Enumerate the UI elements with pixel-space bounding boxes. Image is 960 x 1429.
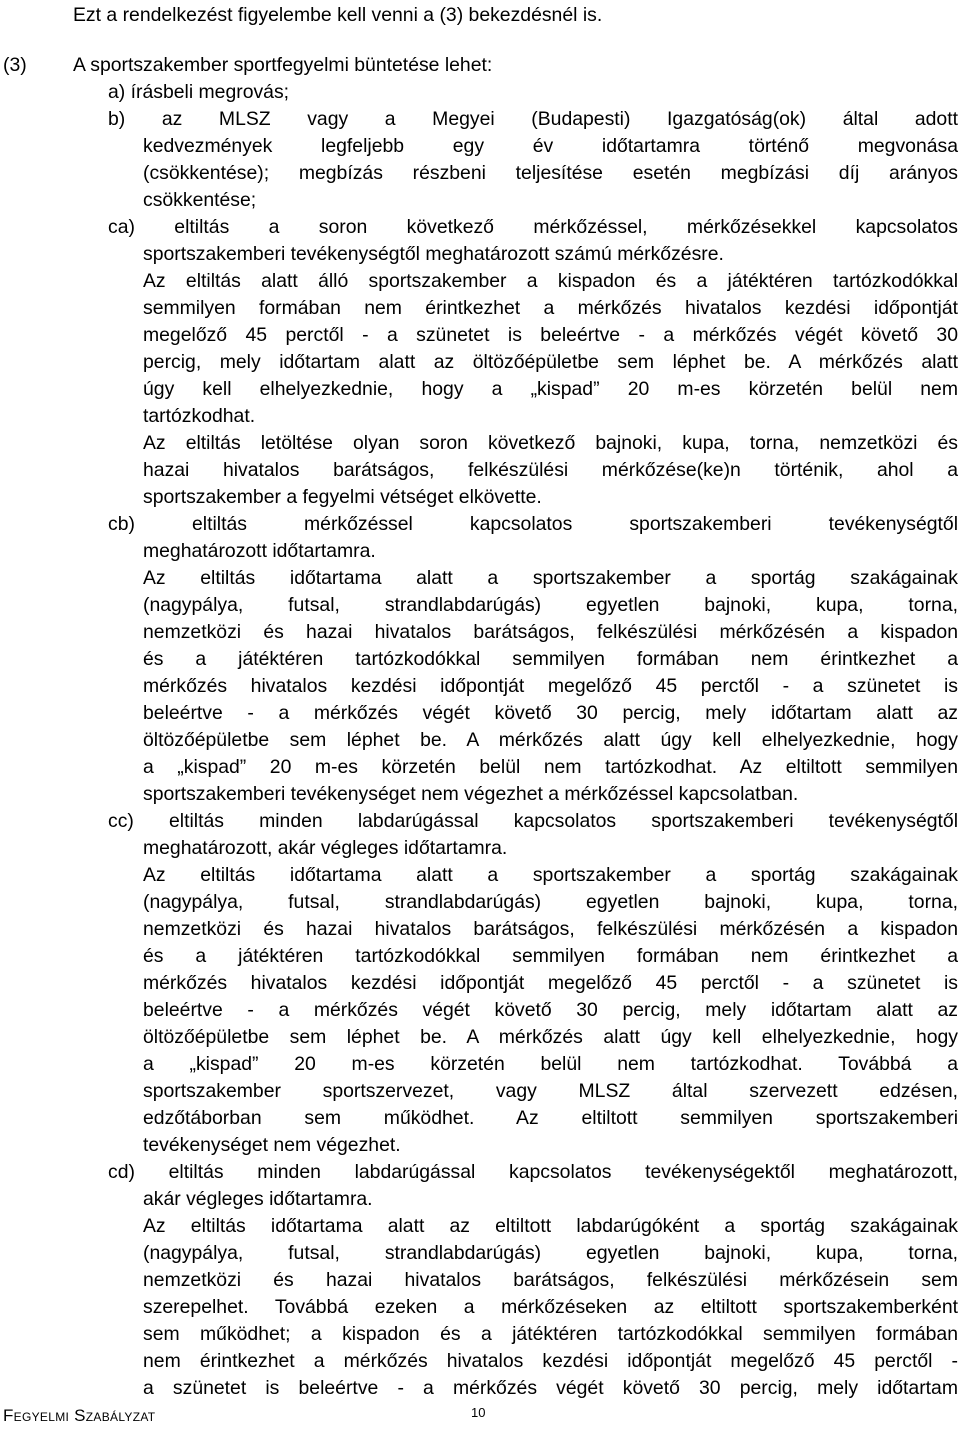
item-cd-line: Az eltiltás időtartama alatt az eltiltott labdarúgóként a sportág szakágainak (143, 1215, 958, 1237)
item-ca-line: megelőző 45 perctől - a szünetet is beleértve - a mérkőzés végét követő 30 (143, 324, 958, 346)
item-ca-line: sportszakember a fegyelmi vétséget elkövette. (143, 486, 542, 508)
item-cc-line: öltözőépületbe sem léphet be. A mérkőzés alatt úgy kell elhelyezkednie, hogy (143, 1026, 958, 1048)
item-cb-line: öltözőépületbe sem léphet be. A mérkőzés alatt úgy kell elhelyezkednie, hogy (143, 729, 958, 751)
item-cb-line: és a játéktéren tartózkodókkal semmilyen formában nem érintkezhet a (143, 648, 958, 670)
item-ca-line: ca) eltiltás a soron következő mérkőzéssel, mérkőzésekkel kapcsolatos (108, 216, 958, 238)
item-cb-line: (nagypálya, futsal, strandlabdarúgás) egyetlen bajnoki, kupa, torna, (143, 594, 958, 616)
item-ca-line: sportszakemberi tevékenységtől meghatározott számú mérkőzésre. (143, 243, 724, 265)
item-ca-line: percig, mely időtartam alatt az öltözőépületbe sem léphet be. A mérkőzés alatt (143, 351, 958, 373)
item-cc-line: és a játéktéren tartózkodókkal semmilyen formában nem érintkezhet a (143, 945, 958, 967)
item-b-line: kedvezmények legfeljebb egy év időtartamra történő megvonása (143, 135, 958, 157)
item-cc-line: (nagypálya, futsal, strandlabdarúgás) egyetlen bajnoki, kupa, torna, (143, 891, 958, 913)
item-ca-line: semmilyen formában nem érintkezhet a mérkőzés hivatalos kezdési időpontját (143, 297, 958, 319)
page-number: 10 (471, 1405, 486, 1420)
item-cb-line: a „kispad” 20 m-es körzetén belül nem tartózkodhat. Az eltiltott semmilyen (143, 756, 958, 778)
footer-title: Fegyelmi Szabályzat (3, 1406, 156, 1425)
item-cb-line: meghatározott időtartamra. (143, 540, 376, 562)
item-ca-line: hazai hivatalos barátságos, felkészülési mérkőzése(ke)n történik, ahol a (143, 459, 958, 481)
item-ca-line: Az eltiltás alatt álló sportszakember a kispadon és a játéktéren tartózkodókkal (143, 270, 958, 292)
intro-line: Ezt a rendelkezést figyelembe kell venni a (3) bekezdésnél is. (73, 4, 603, 26)
item-cc-line: sportszakember sportszervezet, vagy MLSZ által szervezett edzésen, (143, 1080, 958, 1102)
item-b-line: csökkentése; (143, 189, 257, 211)
item-cc-line: cc) eltiltás minden labdarúgással kapcsolatos sportszakemberi tevékenységtől (108, 810, 958, 832)
item-a: a) írásbeli megrovás; (108, 81, 290, 103)
item-b-line: b) az MLSZ vagy a Megyei (Budapesti) Igazgatóság(ok) által adott (108, 108, 958, 130)
item-cb-line: cb) eltiltás mérkőzéssel kapcsolatos sportszakemberi tevékenységtől (108, 513, 958, 535)
item-cb-line: sportszakemberi tevékenységet nem végezhet a mérkőzéssel kapcsolatban. (143, 783, 799, 805)
item-cd-line: akár végleges időtartamra. (143, 1188, 373, 1210)
item-cb-line: mérkőzés hivatalos kezdési időpontját megelőző 45 perctől - a szünetet is (143, 675, 958, 697)
item-cd-line: (nagypálya, futsal, strandlabdarúgás) egyetlen bajnoki, kupa, torna, (143, 1242, 958, 1264)
item-cc-line: edzőtáborban sem működhet. Az eltiltott semmilyen sportszakemberi (143, 1107, 958, 1129)
item-cc-line: tevékenységet nem végezhet. (143, 1134, 401, 1156)
item-cc-line: beleértve - a mérkőzés végét követő 30 percig, mely időtartam alatt az (143, 999, 958, 1021)
item-cc-line: nemzetközi és hazai hivatalos barátságos, felkészülési mérkőzésén a kispadon (143, 918, 958, 940)
item-ca-line: úgy kell elhelyezkednie, hogy a „kispad” 20 m-es körzetén belül nem (143, 378, 958, 400)
item-cc-line: Az eltiltás időtartama alatt a sportszakember a sportág szakágainak (143, 864, 958, 886)
item-cc-line: meghatározott, akár végleges időtartamra. (143, 837, 508, 859)
item-cd-line: nemzetközi és hazai hivatalos barátságos, felkészülési mérkőzésein sem (143, 1269, 958, 1291)
item-cd-line: nem érintkezhet a mérkőzés hivatalos kezdési időpontját megelőző 45 perctől - (143, 1350, 958, 1372)
item-cd-line: a szünetet is beleértve - a mérkőzés végét követő 30 percig, mely időtartam (143, 1377, 958, 1399)
item-cd-line: szerepelhet. Továbbá ezeken a mérkőzéseken az eltiltott sportszakemberként (143, 1296, 958, 1318)
item-cb-line: beleértve - a mérkőzés végét követő 30 percig, mely időtartam alatt az (143, 702, 958, 724)
item-ca-line: tartózkodhat. (143, 405, 256, 427)
item-cb-line: Az eltiltás időtartama alatt a sportszakember a sportág szakágainak (143, 567, 958, 589)
item-cd-line: cd) eltiltás minden labdarúgással kapcsolatos tevékenységektől meghatározott, (108, 1161, 958, 1183)
item-cd-line: sem működhet; a kispadon és a játéktéren tartózkodókkal semmilyen formában (143, 1323, 958, 1345)
item-cb-line: nemzetközi és hazai hivatalos barátságos, felkészülési mérkőzésén a kispadon (143, 621, 958, 643)
item-ca-line: Az eltiltás letöltése olyan soron következő bajnoki, kupa, torna, nemzetközi és (143, 432, 958, 454)
item-b-line: (csökkentése); megbízás részbeni teljesítése esetén megbízási díj arányos (143, 162, 958, 184)
item-cc-line: mérkőzés hivatalos kezdési időpontját megelőző 45 perctől - a szünetet is (143, 972, 958, 994)
paragraph-heading: A sportszakember sportfegyelmi büntetése lehet: (73, 54, 493, 76)
paragraph-number: (3) (3, 54, 27, 76)
item-cc-line: a „kispad” 20 m-es körzetén belül nem tartózkodhat. Továbbá a (143, 1053, 958, 1075)
